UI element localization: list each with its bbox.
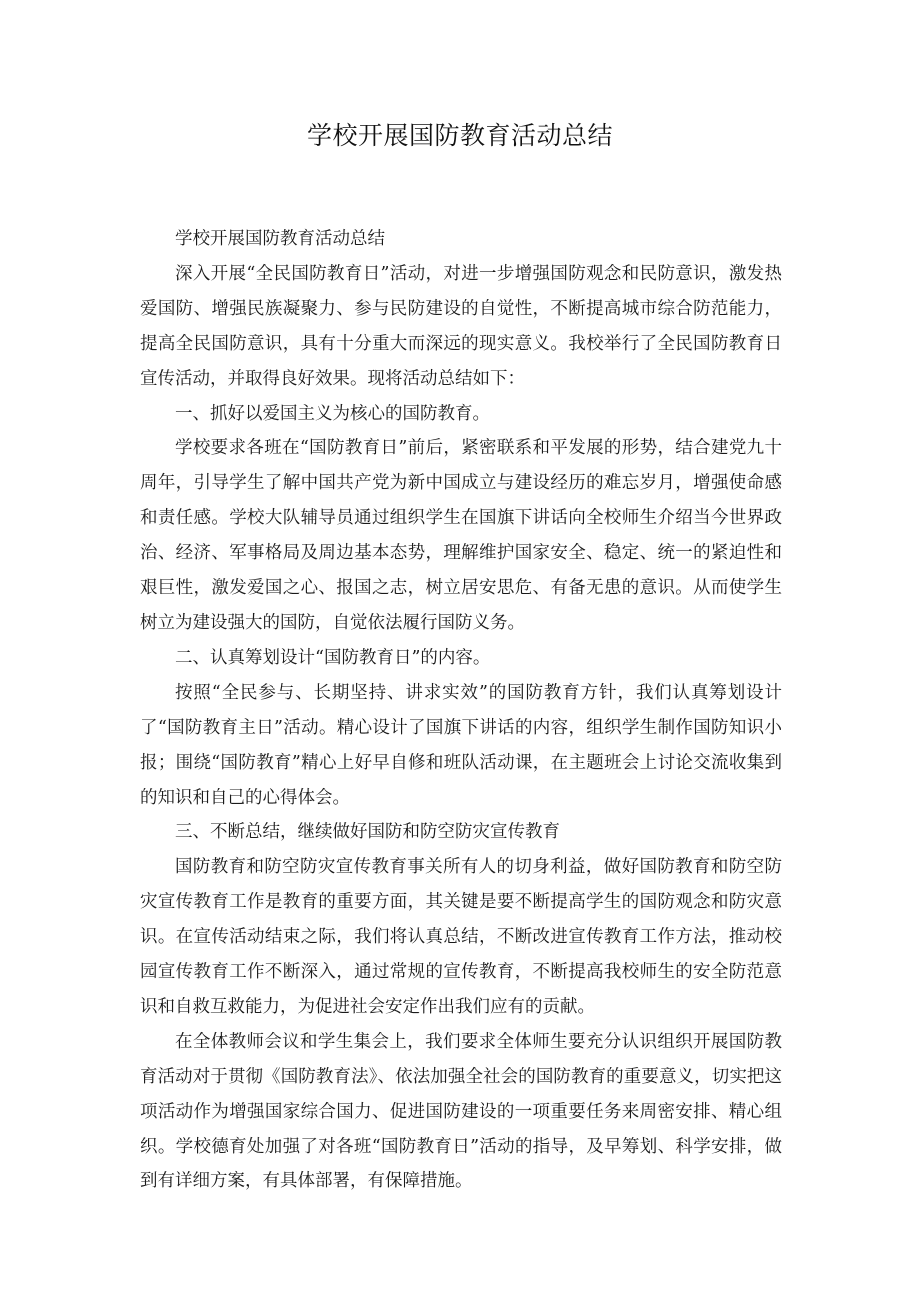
section-heading-2: 二、认真筹划设计“国防教育日”的内容。: [175, 647, 491, 668]
document-title: 学校开展国防教育活动总结: [306, 121, 613, 150]
paragraph-section-1: 学校要求各班在“国防教育日”前后，紧密联系和平发展的形势，结合建党九十周年，引导学生了解中国共产党为新中国成立与建设经历的难忘岁月，增强使命感和责任感。学校大队辅导员通过组织学生在国旗下讲话向全校师生介绍当今世界政治、经济、军事格局及周边基本态势，理解维护国家安全、稳定、统一的紧迫性和艰巨性，激发爱国之心、报国之志，树立居安思危、有备无患的意识。从而使学生树立为建设强大的国防，自觉依法履行国防义务。: [140, 438, 782, 633]
document-body: [140, 222, 782, 1199]
paragraph-intro: 深入开展“全民国防教育日”活动，对进一步增强国防观念和民防意识，激发热爱国防、增强民族凝聚力、参与民防建设的自觉性，不断提高城市综合防范能力，提高全民国防意识，具有十分重大而深远的现实意义。我校举行了全民国防教育日宣传活动，并取得良好效果。现将活动总结如下：: [140, 263, 782, 389]
section-heading-1: 一、抓好以爱国主义为核心的国防教育。: [175, 403, 490, 424]
paragraph-section-2: 按照“全民参与、长期坚持、讲求实效”的国防教育方针，我们认真筹划设计了“国防教育主日”活动。精心设计了国旗下讲话的内容，组织学生制作国防知识小报；围绕“国防教育”精心上好早自修和班队活动课，在主题班会上讨论交流收集到的知识和自己的心得体会。: [140, 682, 782, 808]
section-heading-3: 三、不断总结，继续做好国防和防空防灾宣传教育: [175, 822, 560, 843]
paragraph-closing: 在全体教师会议和学生集会上，我们要求全体师生要充分认识组织开展国防教育活动对于贯彻《国防教育法》、依法加强全社会的国防教育的重要意义，切实把这项活动作为增强国家综合国力、促进国防建设的一项重要任务来周密安排、精心组织。学校德育处加强了对各班“国防教育日”活动的指导，及早筹划、科学安排，做到有详细方案，有具体部署，有保障措施。: [140, 1031, 782, 1192]
paragraph-section-3: 国防教育和防空防灾宣传教育事关所有人的切身利益，做好国防教育和防空防灾宣传教育工作是教育的重要方面，其关键是要不断提高学生的国防观念和防灾意识。在宣传活动结束之际，我们将认真总结，不断改进宣传教育工作方法，推动校园宣传教育工作不断深入，通过常规的宣传教育，不断提高我校师生的安全防范意识和自救互救能力，为促进社会安定作出我们应有的贡献。: [140, 857, 782, 1017]
paragraph-subtitle: 学校开展国防教育活动总结: [175, 229, 385, 249]
